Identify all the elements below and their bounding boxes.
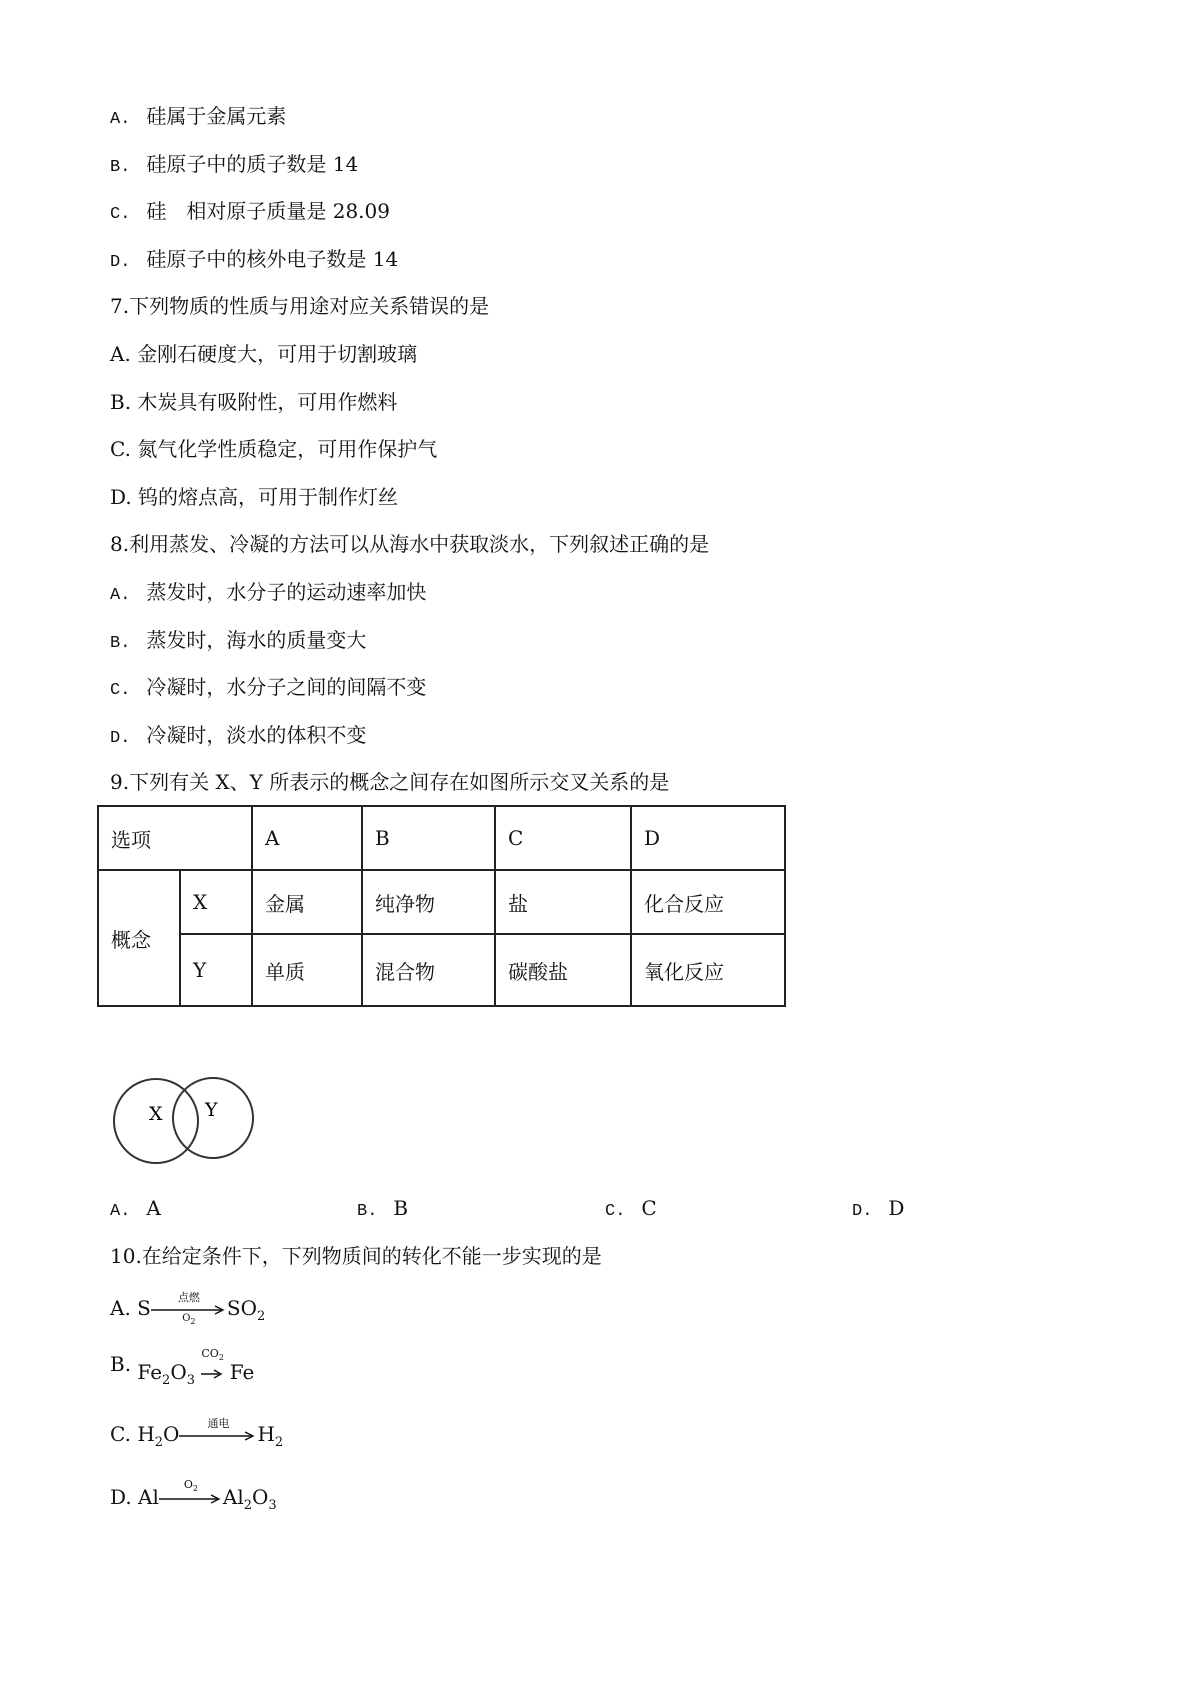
option-text: 氮气化学性质稳定，可用作保护气 [137,437,438,461]
table-cell: 氧化反应 [631,934,785,1006]
table-cell: 混合物 [362,934,495,1006]
option-text: 硅 相对原子质量是 28.09 [146,199,390,223]
option-label: C. [110,437,131,461]
q6-option-c [110,197,390,229]
option-label: B. [357,1202,378,1221]
q10-option-d [110,1477,277,1513]
option-label: B. [110,634,131,653]
q9-option-b [357,1194,408,1226]
option-text: 硅属于金属元素 [146,104,287,128]
q10-option-c [110,1416,284,1450]
condition-above: 通电 [207,1416,230,1430]
reactant: S [137,1296,151,1320]
option-text: B [393,1196,409,1220]
reaction-arrow [151,1290,227,1326]
option-label: A. [110,110,131,129]
arrow-right-icon [159,1494,223,1504]
option-label: B. [110,1352,132,1376]
q9-table [97,805,786,1007]
q9-stem: 9.下列有关 X、Y 所表示的概念之间存在如图所示交叉关系的是 [110,770,670,794]
table-group-label: 概念 [98,870,180,1006]
q8-option-d [110,721,366,753]
venn-label-x: X [149,1103,163,1125]
product: Fe [229,1360,255,1384]
option-text: 金刚石硬度大，可用于切割玻璃 [137,342,418,366]
q8-option-a [110,578,426,610]
condition-above: $O_2$ [183,1477,198,1493]
q8-option-b [110,626,366,658]
reaction-arrow [201,1346,224,1379]
table-row [98,870,785,934]
option-label: A. [110,1202,131,1221]
q7-stem: 7.下列物质的性质与用途对应关系错误的是 [110,294,490,318]
reactant: $Fe_2O_3$ [137,1360,196,1388]
option-text: 冷凝时，水分子之间的间隔不变 [146,675,427,699]
q8-stem: 8.利用蒸发、冷凝的方法可以从海水中获取淡水，下列叙述正确的是 [110,532,710,556]
option-text: 硅原子中的质子数是 14 [146,152,359,176]
option-text: 钨的熔点高，可用于制作灯丝 [138,485,399,509]
venn-label-y: Y [205,1099,218,1121]
option-text: 硅原子中的核外电子数是 14 [146,247,399,271]
option-text: 木炭具有吸附性，可用作燃料 [137,390,398,414]
condition-above: 点燃 [177,1290,200,1304]
option-label: D. [110,729,131,748]
condition-above: $CO_2$ [201,1346,224,1362]
option-label: C. [110,681,131,700]
option-label: A. [110,586,131,605]
table-header-cell: B [362,806,495,870]
option-label: B. [110,158,131,177]
option-label: C. [110,205,131,224]
table-row [98,934,785,1006]
reactant: Al [138,1485,159,1509]
table-cell: 碳酸盐 [495,934,631,1006]
q10-stem: 10.在给定条件下，下列物质间的转化不能一步实现的是 [110,1244,602,1268]
option-text: 蒸发时，海水的质量变大 [146,628,367,652]
q10-option-b [110,1346,255,1388]
table-header-cell: D [631,806,785,870]
reaction-arrow [179,1416,257,1441]
table-row-key: X [180,870,252,934]
table-row-key: Y [180,934,252,1006]
table-cell: 金属 [252,870,362,934]
q7-option-a [110,340,417,368]
option-text: C [641,1196,657,1220]
reactant: $H_2O$ [137,1422,180,1450]
option-label: D. [110,485,132,509]
option-label: D. [110,1485,132,1509]
option-text: D [888,1196,905,1220]
table-cell: 盐 [495,870,631,934]
q7-option-c [110,435,437,463]
condition-below: $O_2$ [182,1312,196,1326]
option-text: 冷凝时，淡水的体积不变 [146,723,367,747]
option-label: D. [852,1202,873,1221]
option-label: C. [110,1422,131,1446]
reaction-arrow [159,1477,223,1504]
option-label: A. [110,1296,131,1320]
option-text: 蒸发时，水分子的运动速率加快 [146,580,427,604]
q6-option-a [110,102,286,134]
q10-option-a [110,1290,266,1326]
option-label: D. [110,253,131,272]
q8-option-c [110,673,426,705]
option-label: A. [110,342,131,366]
option-label: B. [110,390,132,414]
option-label: C. [605,1202,626,1221]
table-cell: 化合反应 [631,870,785,934]
arrow-right-icon [179,1431,257,1441]
table-header-cell: 选项 [98,806,252,870]
product: $H_2$ [257,1422,284,1450]
q7-option-d [110,483,398,511]
table-cell: 纯净物 [362,870,495,934]
table-row [98,806,785,870]
table-header-cell: C [495,806,631,870]
q6-option-b [110,150,358,182]
product: $Al_2O_3$ [222,1485,277,1513]
q9-option-c [605,1194,657,1226]
option-text: A [146,1196,161,1220]
table-cell: 单质 [252,934,362,1006]
q9-option-d [852,1194,904,1226]
q7-option-b [110,388,397,416]
venn-diagram [112,1075,257,1167]
q6-option-d [110,245,398,277]
product: $SO_2$ [226,1296,266,1324]
arrow-right-icon [201,1369,223,1379]
table-header-cell: A [252,806,362,870]
q9-option-a [110,1194,161,1226]
